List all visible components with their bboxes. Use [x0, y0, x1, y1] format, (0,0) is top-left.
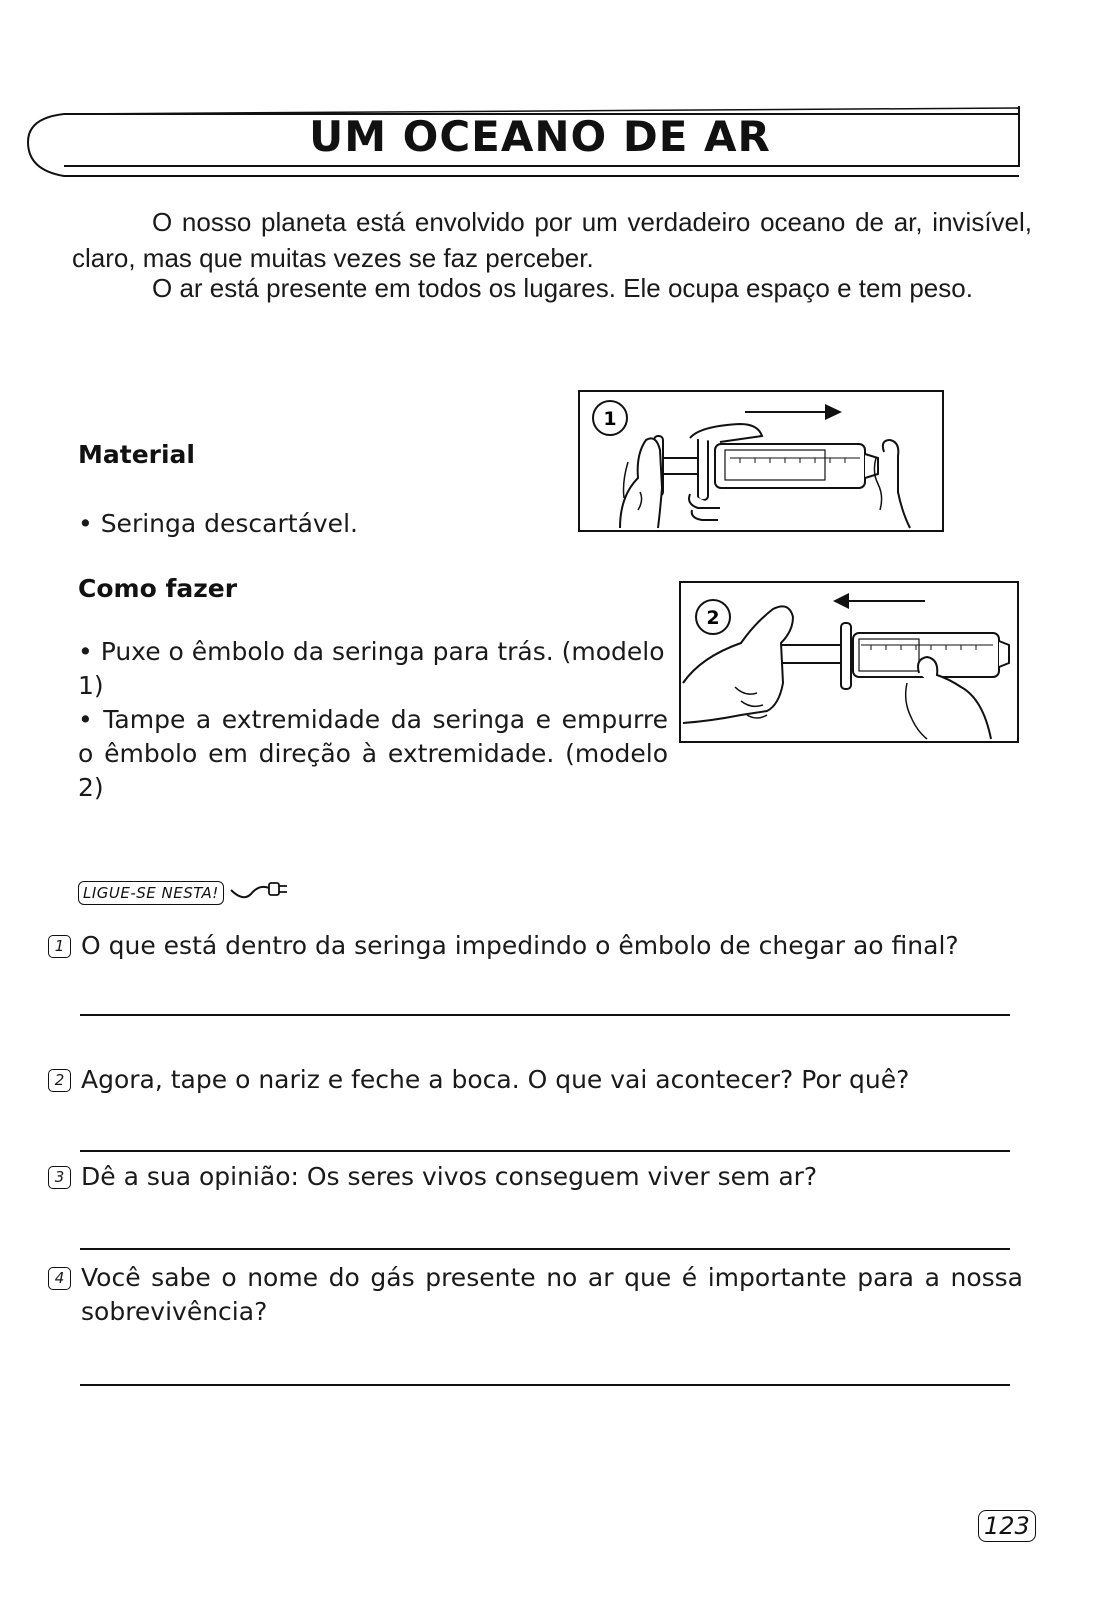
intro-paragraph-1: O nosso planeta está envolvido por um verdadeiro oceano de ar, invisível, claro, mas que muitas vezes se faz perceber. [72, 207, 1032, 273]
figure-1-syringe-pull [578, 390, 944, 532]
page-title: UM OCEANO DE AR [309, 112, 771, 161]
question-number: 3 [48, 1166, 71, 1189]
question-1 [48, 929, 1028, 963]
intro-paragraph-2: O ar está presente em todos os lugares. Ele ocupa espaço e tem peso. [152, 273, 973, 303]
answer-line-2[interactable] [80, 1150, 1010, 1152]
question-text: Dê a sua opinião: Os seres vivos conseguem viver sem ar? [81, 1162, 818, 1191]
material-heading: Material [78, 440, 195, 469]
how-to-heading: Como fazer [78, 574, 238, 603]
question-2 [48, 1063, 1028, 1097]
how-to-step-1: • Puxe o êmbolo da seringa para trás. (modelo 1) [78, 637, 665, 700]
figure-2-label: 2 [706, 607, 720, 629]
question-text: Agora, tape o nariz e feche a boca. O que vai acontecer? Por quê? [81, 1065, 910, 1094]
question-number: 4 [48, 1267, 71, 1290]
question-number: 2 [48, 1069, 71, 1092]
how-to-step-2: • Tampe a extremidade da seringa e empurre o êmbolo em direção à extremidade. (modelo 2) [78, 705, 668, 802]
how-to-steps [78, 635, 668, 805]
question-text: O que está dentro da seringa impedindo o êmbolo de chegar ao final? [81, 931, 959, 960]
figure-1-label: 1 [603, 408, 617, 430]
badge-label: LIGUE-SE NESTA! [78, 881, 224, 905]
question-text: Você sabe o nome do gás presente no ar que é importante para a nossa sobrevivência? [81, 1263, 1023, 1326]
figure-2-syringe-push [679, 581, 1019, 743]
answer-line-4[interactable] [80, 1384, 1010, 1386]
question-number: 1 [48, 935, 71, 958]
question-4 [48, 1261, 1023, 1329]
ligue-se-nesta-badge [78, 880, 291, 905]
question-3 [48, 1160, 1028, 1194]
material-item: • Seringa descartável. [78, 509, 358, 538]
plug-icon [229, 880, 291, 904]
answer-line-3[interactable] [80, 1248, 1010, 1250]
answer-line-1[interactable] [80, 1014, 1010, 1016]
page-number: 123 [978, 1510, 1036, 1542]
